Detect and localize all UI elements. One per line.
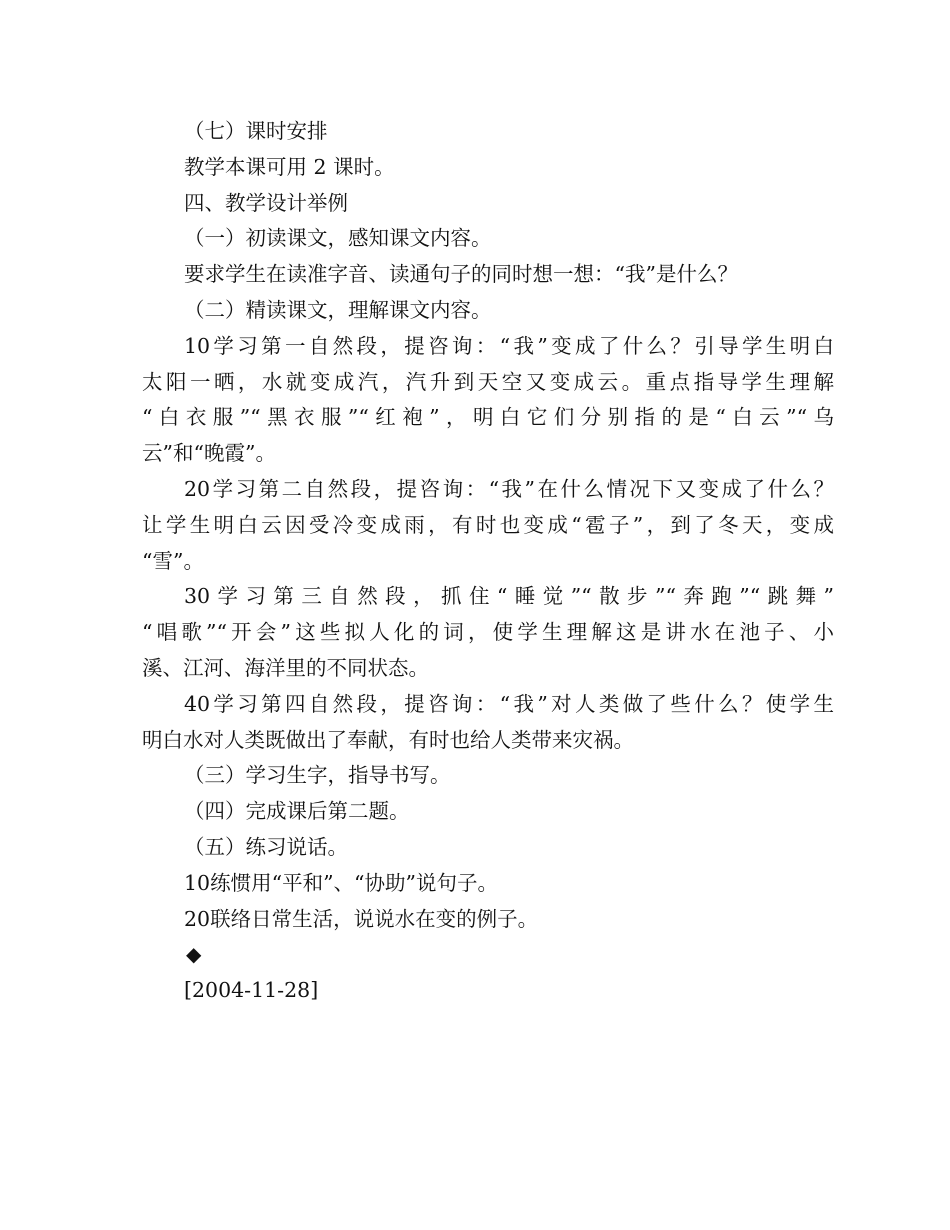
paragraph-line: 30学习第三自然段，抓住“睡觉”“散步”“奔跑”“跳舞” (184, 584, 834, 609)
subsection-heading: （五）练习说话。 (184, 834, 348, 859)
paragraph-line: 溪、江河、海洋里的不同状态。 (142, 655, 429, 680)
subsection-heading: （四）完成课后第二题。 (184, 799, 410, 824)
paragraph-line: 40学习第四自然段，提咨询：“我”对人类做了些什么？使学生 (184, 691, 834, 716)
paragraph-line: 云”和“晚霞”。 (142, 441, 276, 466)
paragraph-line: 太阳一晒，水就变成汽，汽升到天空又变成云。重点指导学生理解 (142, 369, 834, 394)
paragraph-line: 明白水对人类既做出了奉献，有时也给人类带来灾祸。 (142, 727, 634, 752)
paragraph-line: 10学习第一自然段，提咨询：“我”变成了什么？引导学生明白 (184, 333, 834, 358)
document-body (142, 114, 834, 1009)
subsection-heading: （二）精读课文，理解课文内容。 (184, 297, 492, 322)
paragraph-line: 20联络日常生活，说说水在变的例子。 (184, 906, 539, 931)
paragraph-line: 教学本课可用 2 课时。 (184, 154, 395, 179)
paragraph-line: 要求学生在读准字音、读通句子的同时想一想：“我”是什么？ (184, 262, 738, 287)
paragraph-line: 20学习第二自然段，提咨询：“我”在什么情况下又变成了什么？ (184, 476, 834, 501)
paragraph-line: “雪”。 (142, 548, 204, 573)
diamond-bullet-icon: ◆ (186, 942, 202, 967)
subsection-heading: （三）学习生字，指导书写。 (184, 763, 451, 788)
date-stamp: [2004-11-28] (184, 978, 319, 1003)
subsection-heading: （一）初读课文，感知课文内容。 (184, 226, 492, 251)
section-heading-class-schedule: （七）课时安排 (184, 119, 328, 143)
paragraph-line: 10练惯用“平和”、“协助”说句子。 (184, 870, 499, 895)
paragraph-line: 让学生明白云因受冷变成雨，有时也变成“雹子”，到了冬天，变成 (142, 512, 834, 537)
paragraph-line: “唱歌”“开会”这些拟人化的词，使学生理解这是讲水在池子、小 (142, 620, 834, 645)
section-heading-teaching-design: 四、教学设计举例 (184, 190, 348, 215)
paragraph-line: “白衣服”“黑衣服”“红袍”，明白它们分别指的是“白云”“乌 (142, 405, 834, 430)
